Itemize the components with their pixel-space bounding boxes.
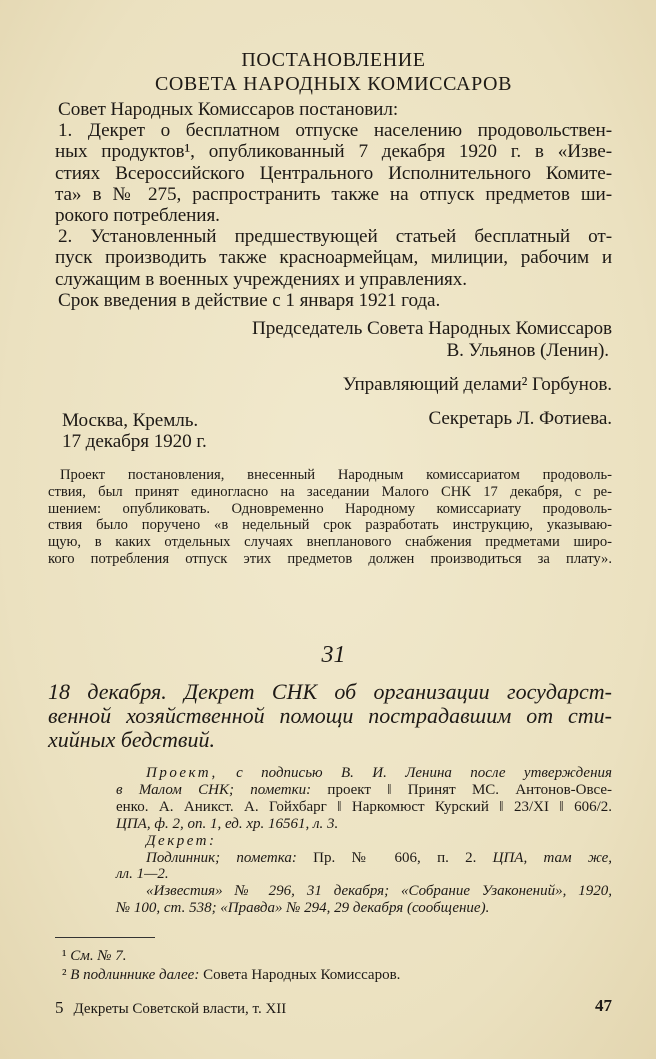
source-line: лл. 1—2. <box>116 866 169 883</box>
body-line: рокого потребления. <box>55 205 220 227</box>
signature-mark: 5 <box>55 998 64 1017</box>
body-line: Совет Народных Комиссаров постановил: <box>58 99 399 120</box>
document-number: 31 <box>321 642 346 668</box>
footnote-number: ² <box>62 967 67 983</box>
note-line: ствия, был принят единогласно на заседании Малого СНК 17 декабря, с ре- <box>48 483 612 500</box>
source-text: проект ‖ Принят МС. Антонов-Овсе- <box>311 781 612 798</box>
source-line: «Известия» № 296, 31 декабря; «Собрание Узаконений», 1920, <box>146 883 612 900</box>
source-text: Подлинник; пометка: <box>146 849 297 866</box>
source-line <box>116 765 612 782</box>
note-line: ствия было поручено «в недельный срок разработать инструкцию, указываю- <box>48 517 612 534</box>
signature-line: В. Ульянов (Ленин). <box>446 340 609 361</box>
book-title: Декреты Советской власти, т. XII <box>73 1001 287 1017</box>
signature-line: Управляющий делами² Горбунов. <box>342 374 612 395</box>
note-line: кого потребления отпуск этих предметов должен производиться за плату». <box>48 550 612 567</box>
signature-line: Председатель Совета Народных Комиссаров <box>251 318 612 339</box>
place: Москва, Кремль. <box>62 410 199 431</box>
source-line <box>116 850 612 867</box>
source-text: с подписью В. И. Ленина после утверждения <box>217 765 612 781</box>
body-line: ных продуктов¹, опубликованный 7 декабря 1920 г. в «Изве- <box>55 141 612 163</box>
source-notes <box>116 765 612 917</box>
footnotes <box>62 947 619 985</box>
body-line: Срок введения в действие с 1 января 1921 года. <box>58 289 441 311</box>
body-line: пуск производить также красноармейцам, милиции, рабочим и <box>55 247 612 269</box>
editorial-note <box>48 467 612 568</box>
note-line: Проект постановления, внесенный Народным комиссариатом продоволь- <box>60 467 612 483</box>
source-text: ЦПА, там же, <box>492 849 612 866</box>
heading-line: хийных бедствий. <box>48 727 215 752</box>
body-line: стиях Всероссийского Центрального Исполнительного Комите- <box>55 162 612 184</box>
footnote-text: В подлиннике далее: <box>70 967 200 983</box>
footnote-text: Совета Народных Комиссаров. <box>199 967 401 983</box>
title-line: СОВЕТА НАРОДНЫХ КОМИССАРОВ <box>154 73 513 95</box>
signature-line: Секретарь Л. Фотиева. <box>428 408 612 429</box>
heading-line: венной хозяйственной помощи пострадавшим от сти- <box>48 703 612 728</box>
note-line: шением: опубликовать. Одновременно Народному комиссариату продоволь- <box>48 500 612 517</box>
body-line: 1. Декрет о бесплатном отпуске населению продовольствен- <box>58 120 612 142</box>
source-line: ЦПА, ф. 2, оп. 1, ед. хр. 16561, л. 3. <box>116 815 339 832</box>
date: 17 декабря 1920 г. <box>62 431 207 453</box>
page-footer <box>55 998 286 1018</box>
footnote-number: ¹ <box>62 948 67 964</box>
place-date <box>62 410 619 452</box>
source-label: Декрет: <box>146 832 217 849</box>
source-line <box>116 782 612 799</box>
heading-line: 18 декабря. Декрет СНК об организации государст- <box>48 679 612 704</box>
document-heading <box>48 680 612 752</box>
source-line: енко. А. Аникст. А. Гойхбарг ‖ Наркомюст Курский ‖ 23/XI ‖ 606/2. <box>116 798 612 815</box>
footnote-divider <box>55 937 155 938</box>
body-line: та» в № 275, распространить также на отпуск предметов ши- <box>55 183 612 205</box>
source-line: № 100, ст. 538; «Правда» № 294, 29 декабря (сообщение). <box>116 900 490 917</box>
source-text: в Малом СНК; пометки: <box>116 781 312 798</box>
title-line: ПОСТАНОВЛЕНИЕ <box>241 49 426 71</box>
source-label: Проект, <box>146 765 218 781</box>
footnote <box>62 947 619 966</box>
decree-body <box>55 99 612 311</box>
page-title <box>55 48 612 96</box>
source-text: Пр. № 606, п. 2. <box>296 849 493 866</box>
page-number: 47 <box>595 996 612 1015</box>
note-line: щую, в каких отдельных случаях внепланового снабжения предметами широ- <box>48 534 612 551</box>
body-line: служащим в военных учреждениях и управлениях. <box>55 268 467 290</box>
footnote <box>62 966 619 985</box>
footnote-text: См. № 7. <box>70 948 127 964</box>
body-line: 2. Установленный предшествующей статьей бесплатный от- <box>58 226 612 248</box>
